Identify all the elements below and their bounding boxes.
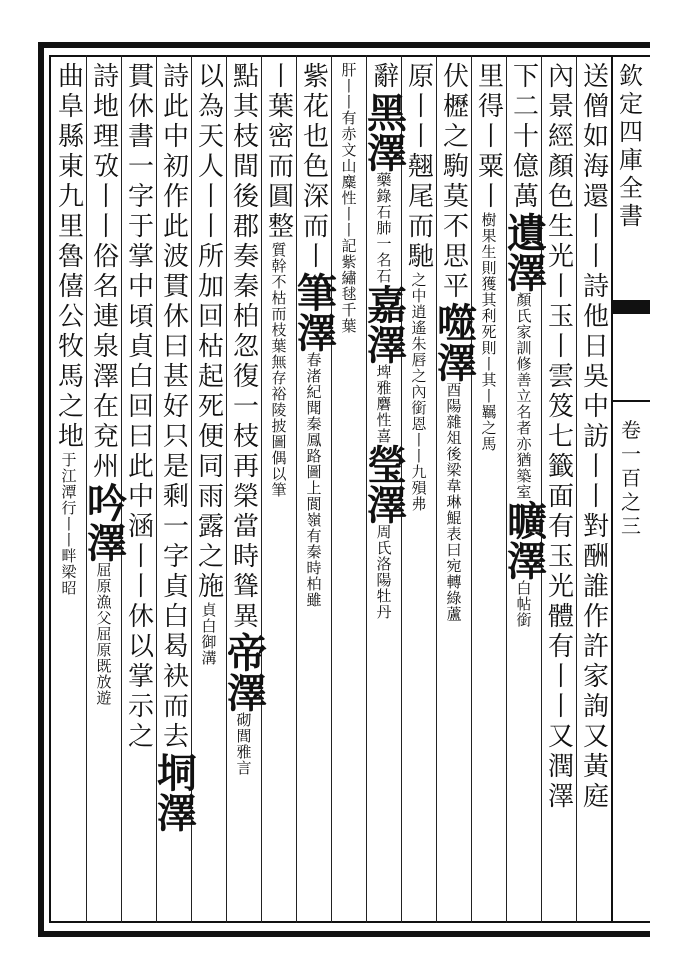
text-column [329, 62, 369, 918]
text-column [259, 62, 299, 918]
volume-char: 卷 [621, 418, 641, 442]
annotation: 屈原漁父屈原既放遊 [94, 562, 113, 706]
main-text: 辭 [368, 62, 399, 92]
annotation: 肝丨丨有赤文 [339, 62, 358, 158]
text-column [539, 62, 579, 918]
headword: 嘉澤 [360, 284, 408, 364]
main-text: 送僧如海還丨丨詩他日吳中訪丨丨對酬誰作許家詢又黃庭 [578, 62, 609, 812]
text-column [290, 62, 338, 918]
title-char: 定 [619, 90, 643, 118]
annotation: 山麋性丨丨 [339, 158, 358, 238]
volume-char: 百 [621, 466, 641, 490]
annotation: 砌閭雅言 [234, 712, 253, 776]
headword: 噬澤 [430, 302, 478, 382]
annotation: 樹果生則獲其利死則丨其丨 [479, 212, 498, 404]
title-char: 四 [619, 118, 643, 146]
main-text: 伏櫪之駒莫不思平 [438, 62, 469, 302]
text-column [574, 62, 614, 918]
main-text: 曲阜縣東九里魯僖公牧馬之地 [53, 62, 84, 452]
text-column [469, 62, 509, 918]
main-text: 詩地理攷丨丨俗名連泉澤在兗州 [88, 62, 119, 482]
annotation: 之中逍遙朱唇之內銜恩丨丨九殞弗 [409, 272, 428, 512]
main-text: 紫花也色深而丨 [298, 62, 329, 272]
main-text: 原丨丨翹尾而馳 [403, 62, 434, 272]
text-column [360, 62, 408, 918]
annotation: 白帖銜 [514, 580, 533, 628]
main-text: 丨葉密而圓整 [263, 62, 294, 242]
annotation: 藥錄石肺一名石 [374, 172, 393, 284]
headword: 垌澤 [150, 752, 198, 832]
annotation: 埤雅麏性喜 [374, 364, 393, 444]
text-column [430, 62, 478, 918]
volume-char: 一 [621, 442, 641, 466]
frame-border-top [38, 42, 650, 48]
frame-inner-rule-bottom [49, 921, 650, 923]
annotation: 貞白御溝 [199, 602, 218, 666]
annotation: 酉陽雜俎後梁韋琳鯤表曰宛轉綠蘆 [444, 382, 463, 622]
annotation: 記紫繡毬千葉 [339, 238, 358, 334]
frame-inner-rule-top [49, 55, 650, 57]
frame-border-bottom [38, 931, 650, 937]
text-column [150, 62, 198, 918]
text-column [220, 62, 268, 918]
fold-fish-tail-mark [611, 300, 650, 314]
main-text: 下二十億萬 [508, 62, 539, 212]
annotation: 于江潭行丨丨畔梁昭 [59, 452, 78, 596]
fold-divider [611, 400, 650, 402]
main-text: 里得丨粟丨 [473, 62, 504, 212]
book-title [614, 62, 648, 230]
headword: 筆澤 [290, 272, 338, 352]
headword: 黑澤 [360, 92, 408, 172]
headword: 瑩澤 [360, 444, 408, 524]
volume-char: 三 [621, 514, 641, 538]
title-char: 欽 [619, 62, 643, 90]
text-column [500, 62, 548, 918]
text-column [80, 62, 128, 918]
title-char: 庫 [619, 146, 643, 174]
headword: 吟澤 [80, 482, 128, 562]
volume-label [614, 418, 648, 538]
main-text: 點其枝間後郡奏秦柏忽復一枝再榮當時聳異 [228, 62, 259, 632]
headword: 帝澤 [220, 632, 268, 712]
annotation: 春渚紀聞秦鳳路圖上閬嶺有秦時柏雖 [304, 352, 323, 608]
annotation: 質幹不枯而枝葉無存裕陵披圖偶以筆 [269, 242, 288, 498]
annotation: 顏氏家訓修善立名者亦猶築室 [514, 292, 533, 500]
volume-char: 之 [621, 490, 641, 514]
title-char: 書 [619, 202, 643, 230]
main-text: 內景經顏色生光丨玉丨雲笈七籤面有玉光體有丨丨又潤澤 [543, 62, 574, 812]
title-char: 全 [619, 174, 643, 202]
main-text: 以為天人丨丨所加回枯起死便同雨露之施 [193, 62, 224, 602]
main-text: 貫休書一字于掌中頃貞白回曰此中涵丨丨休以掌示之 [123, 62, 154, 752]
headword: 曠澤 [500, 500, 548, 580]
headword: 遺澤 [500, 212, 548, 292]
text-column [49, 62, 89, 918]
frame-border-left [38, 42, 44, 937]
main-text: 詩此中初作此波貫休曰甚好只是剩一字貞白曷袂而去 [158, 62, 189, 752]
annotation: 周氏洛陽牡丹 [374, 524, 393, 620]
annotation: 羈之馬 [479, 404, 498, 452]
